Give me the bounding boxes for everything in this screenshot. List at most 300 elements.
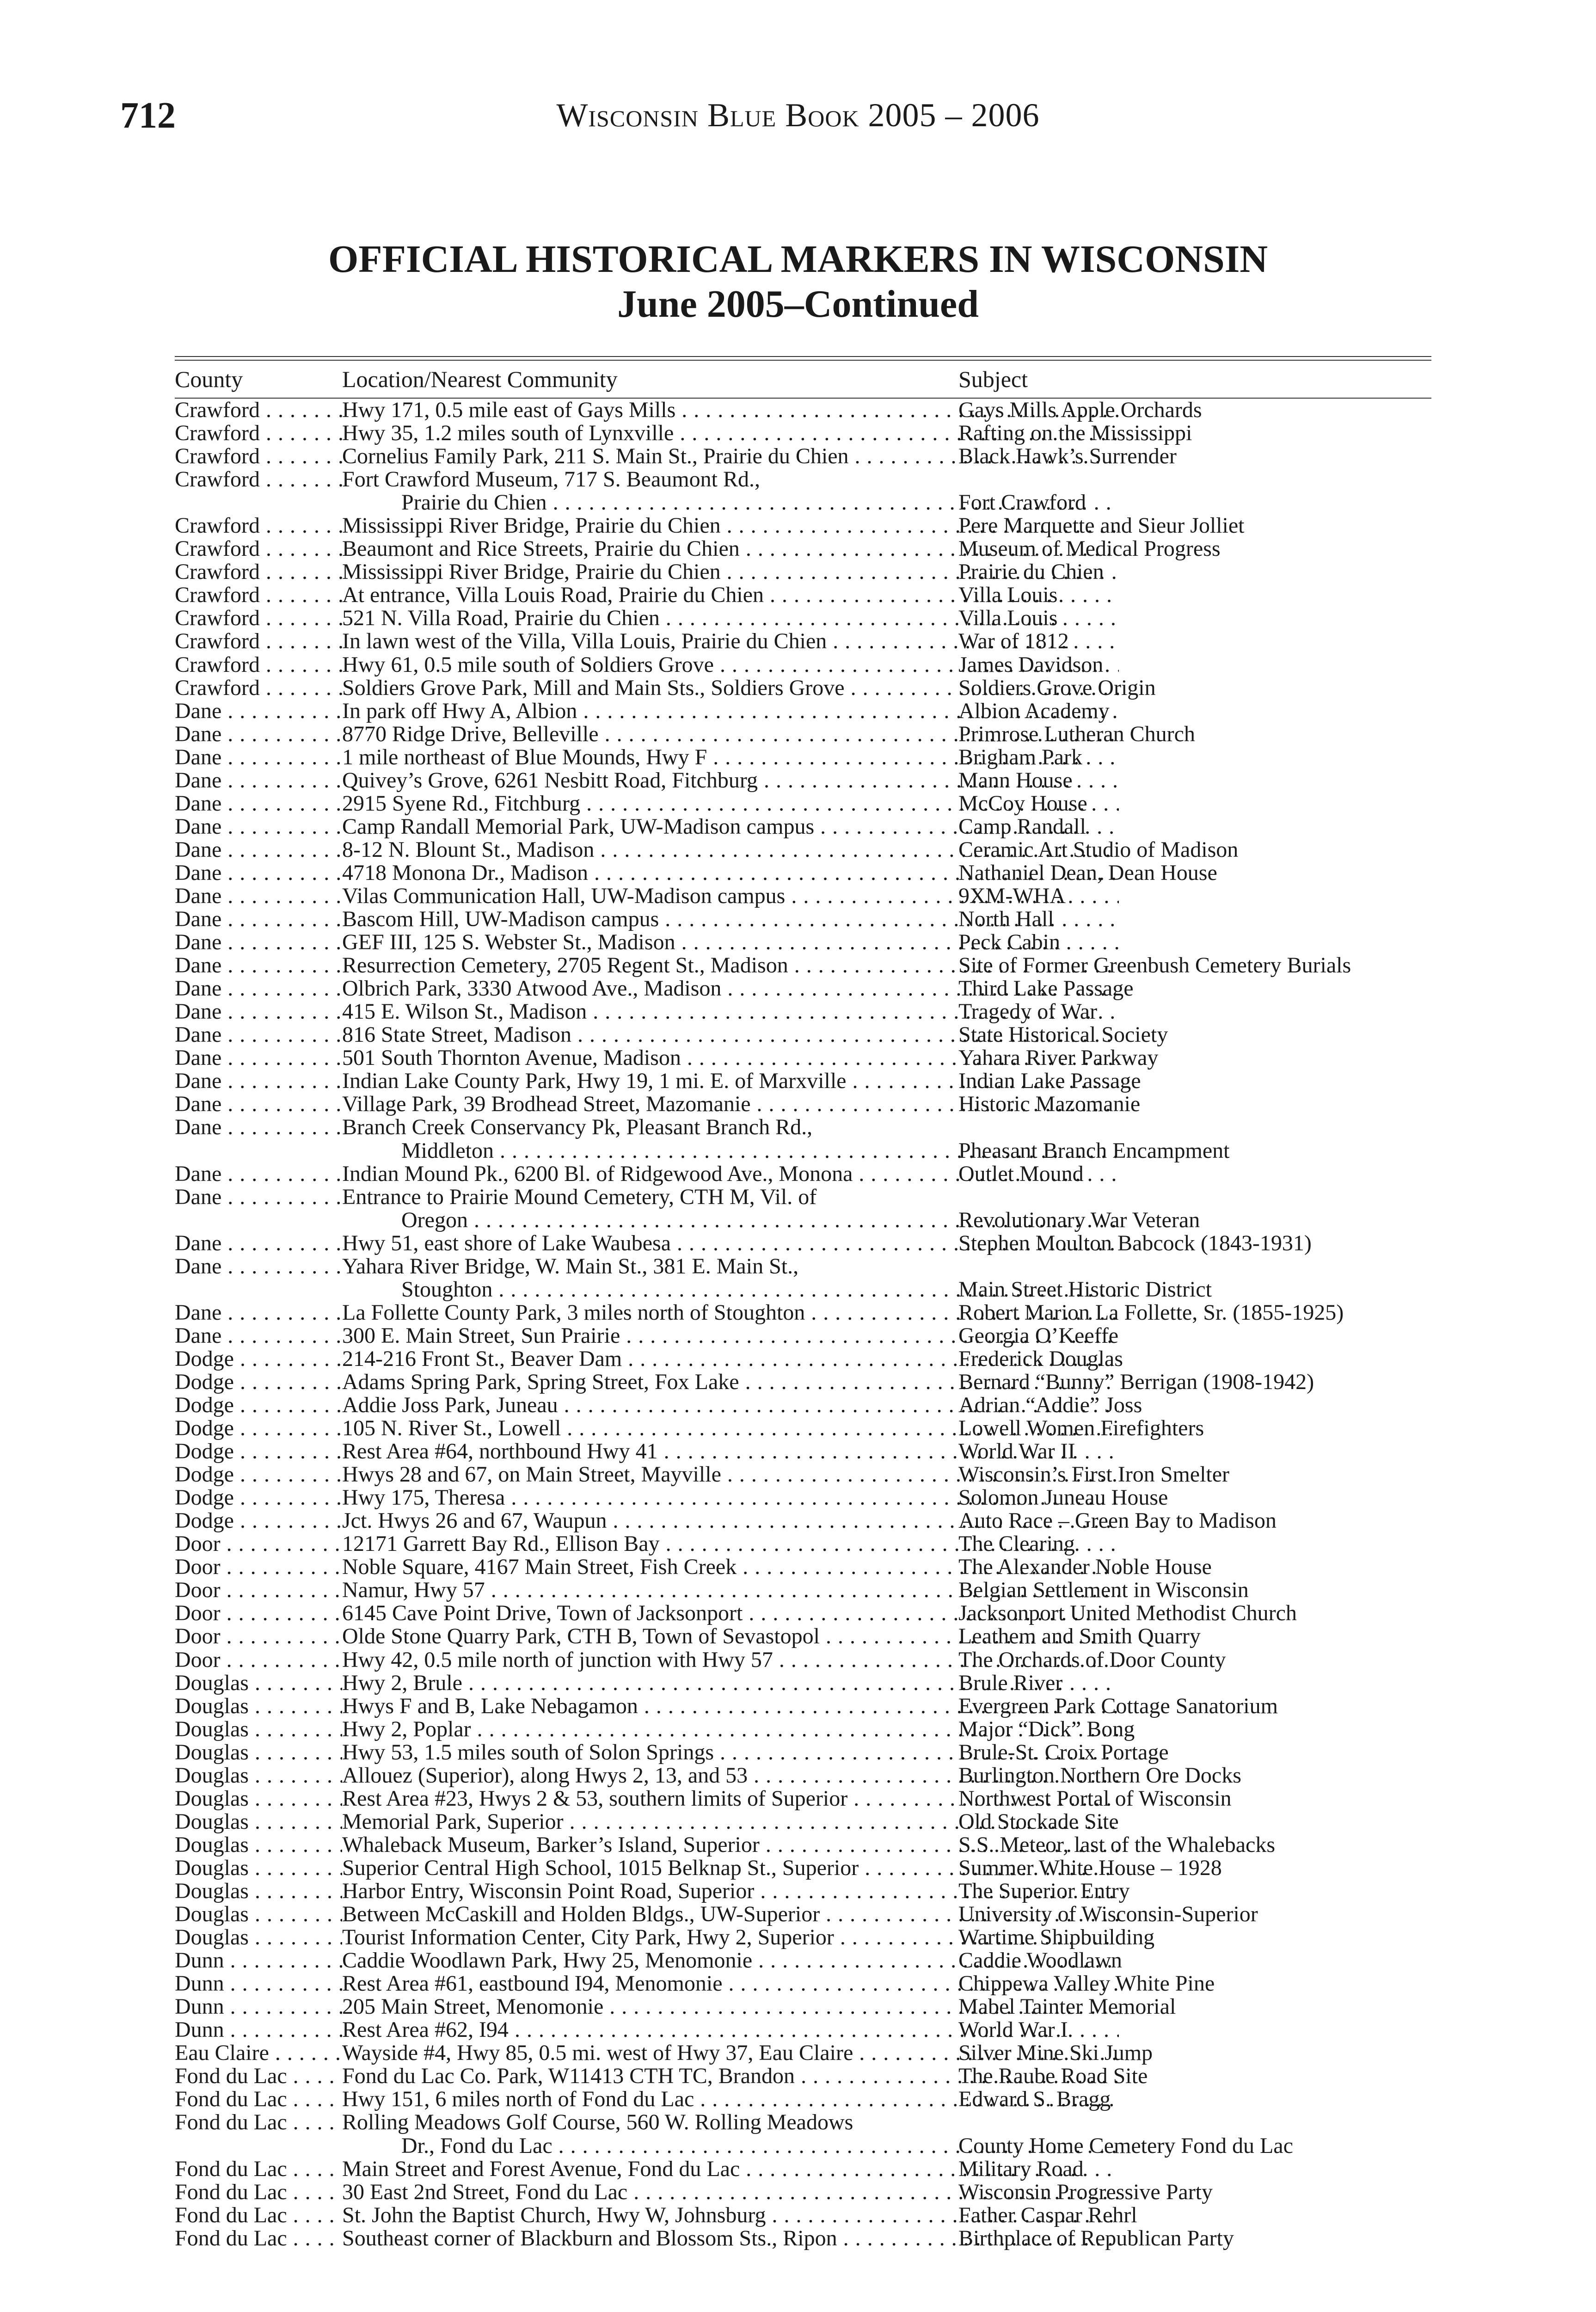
county-cell: Dane . . . [175, 1046, 342, 1070]
subject-cell: Birthplace of Republican Party [958, 2226, 1234, 2251]
table-row [175, 1903, 1431, 1926]
location-cell: La Follette County Park, 3 miles north of Stoughton . . . [342, 1301, 1119, 1324]
table-row [175, 1046, 1431, 1070]
table-row [175, 491, 1431, 514]
county-cell: Dane . . . [175, 1070, 342, 1093]
subject-cell: The Raube Road Site [958, 2064, 1148, 2089]
table-row [175, 977, 1431, 1000]
location-cell: Fond du Lac Co. Park, W11413 CTH TC, Brandon . . . [342, 2065, 1119, 2088]
table-row [175, 514, 1431, 537]
subject-cell: Silver Mine Ski Jump [958, 2041, 1153, 2066]
county-cell: Dane . . . [175, 908, 342, 931]
table-row [175, 1833, 1431, 1857]
subject-cell: Solomon Juneau House [958, 1485, 1168, 1510]
subject-cell: Indian Lake Passage [958, 1069, 1141, 1094]
location-cell: Soldiers Grove Park, Mill and Main Sts., Soldiers Grove . . . [342, 676, 1119, 700]
location-cell: 300 E. Main Street, Sun Prairie . . . [342, 1324, 1119, 1347]
subject-cell: Rafting on the Mississippi [958, 421, 1192, 446]
table-row [175, 1023, 1431, 1046]
table-row [175, 2204, 1431, 2227]
county-cell: Door . . . [175, 1648, 342, 1672]
location-cell: Hwy 42, 0.5 mile north of junction with Hwy 57 . . . [342, 1648, 1119, 1672]
county-cell: Douglas . . . [175, 1787, 342, 1810]
table-row [175, 2111, 1431, 2134]
subject-cell: Fort Crawford [958, 490, 1086, 515]
location-cell: 12171 Garrett Bay Rd., Ellison Bay . . . [342, 1532, 1119, 1556]
location-cell: Dr., Fond du Lac . . . [401, 2134, 1119, 2158]
location-cell: Addie Joss Park, Juneau . . . [342, 1394, 1119, 1417]
table-row [175, 1209, 1431, 1232]
county-cell: Crawford . . . [175, 514, 342, 537]
county-cell: Dane . . . [175, 1186, 342, 1209]
location-cell: Vilas Communication Hall, UW-Madison campus . . . [342, 885, 1119, 908]
county-cell: Douglas . . . [175, 1926, 342, 1949]
subject-cell: Wisconsin Progressive Party [958, 2179, 1213, 2204]
table-row [175, 1972, 1431, 1995]
table-row [175, 885, 1431, 908]
subject-cell: Summer White House – 1928 [958, 1855, 1222, 1880]
table-row [175, 1648, 1431, 1672]
subject-cell: Pere Marquette and Sieur Jolliet [958, 513, 1245, 538]
subject-cell: Gays Mills Apple Orchards [958, 398, 1202, 422]
county-cell: Fond du Lac . . . [175, 2111, 342, 2134]
county-cell: Dane . . . [175, 1255, 342, 1278]
location-cell: Mississippi River Bridge, Prairie du Chien . . . [342, 560, 1119, 584]
subject-cell: James Davidson [958, 652, 1104, 677]
table-row [175, 2181, 1431, 2204]
location-cell: Oregon . . . [401, 1209, 1119, 1232]
page-number: 712 [120, 95, 176, 136]
subject-cell: Brule River [958, 1670, 1063, 1695]
table-row [175, 1787, 1431, 1810]
county-cell: Dane . . . [175, 838, 342, 861]
location-cell: Main Street and Forest Avenue, Fond du Lac . . . [342, 2158, 1119, 2181]
county-cell: Douglas . . . [175, 1741, 342, 1764]
location-cell: Mississippi River Bridge, Prairie du Chien . . . [342, 514, 1119, 537]
subject-cell: The Alexander Noble House [958, 1555, 1212, 1580]
table-row [175, 630, 1431, 653]
location-cell: Olde Stone Quarry Park, CTH B, Town of Sevastopol . . . [342, 1625, 1119, 1648]
location-cell: Middleton . . . [401, 1139, 1119, 1162]
county-cell: Dane . . . [175, 1093, 342, 1116]
table-row [175, 445, 1431, 468]
table-row [175, 1278, 1431, 1301]
table-row [175, 1000, 1431, 1023]
location-cell: Tourist Information Center, City Park, Hwy 2, Superior . . . [342, 1926, 1119, 1949]
county-cell: Crawford . . . [175, 537, 342, 560]
county-cell: Dodge . . . [175, 1440, 342, 1463]
table-row [175, 2227, 1431, 2250]
subject-cell: Lowell Women Firefighters [958, 1416, 1204, 1441]
county-cell: Door . . . [175, 1625, 342, 1648]
county-cell: Dunn . . . [175, 1995, 342, 2018]
subject-cell: Adrian “Addie” Joss [958, 1393, 1142, 1418]
table-row [175, 1347, 1431, 1371]
location-cell: 4718 Monona Dr., Madison . . . [342, 861, 1119, 885]
county-cell: Douglas . . . [175, 1672, 342, 1695]
subject-cell: World War I [958, 2017, 1068, 2042]
county-cell: Door . . . [175, 1579, 342, 1602]
location-cell: Noble Square, 4167 Main Street, Fish Creek . . . [342, 1556, 1119, 1579]
county-cell: Dane . . . [175, 1116, 342, 1139]
table-row [175, 1810, 1431, 1833]
county-cell: Dodge . . . [175, 1417, 342, 1440]
location-cell: 214-216 Front St., Beaver Dam . . . [342, 1347, 1119, 1371]
location-cell: Bascom Hill, UW-Madison campus . . . [342, 908, 1119, 931]
location-cell: Harbor Entry, Wisconsin Point Road, Superior . . . [342, 1880, 1119, 1903]
county-cell: Fond du Lac . . . [175, 2088, 342, 2111]
county-cell: Door . . . [175, 1556, 342, 1579]
location-cell: Camp Randall Memorial Park, UW-Madison campus . . . [342, 815, 1119, 838]
location-cell: Namur, Hwy 57 . . . [342, 1579, 1119, 1602]
subject-cell: Nathaniel Dean, Dean House [958, 860, 1217, 885]
subject-cell: Auto Race – Green Bay to Madison [958, 1508, 1277, 1533]
location-cell: Rolling Meadows Golf Course, 560 W. Rolling Meadows [342, 2110, 853, 2135]
title-line-1: OFFICIAL HISTORICAL MARKERS IN WISCONSIN [328, 238, 1268, 281]
county-cell: Door . . . [175, 1602, 342, 1625]
table-row [175, 746, 1431, 769]
location-cell: 6145 Cave Point Drive, Town of Jacksonport . . . [342, 1602, 1119, 1625]
table-row [175, 1116, 1431, 1139]
county-cell: Douglas . . . [175, 1903, 342, 1926]
subject-cell: County Home Cemetery Fond du Lac [958, 2133, 1293, 2158]
location-cell: Prairie du Chien . . . [401, 491, 1119, 514]
table-row [175, 1440, 1431, 1463]
table-row [175, 1718, 1431, 1741]
location-cell: 8770 Ridge Drive, Belleville . . . [342, 723, 1119, 746]
subject-cell: Old Stockade Site [958, 1809, 1119, 1834]
table-row [175, 584, 1431, 607]
title-line-2: June 2005–Continued [617, 283, 979, 326]
county-cell: Douglas . . . [175, 1857, 342, 1880]
location-cell: 30 East 2nd Street, Fond du Lac . . . [342, 2181, 1119, 2204]
location-cell: Hwys F and B, Lake Nebagamon . . . [342, 1695, 1119, 1718]
location-cell: Village Park, 39 Brodhead Street, Mazomanie . . . [342, 1093, 1119, 1116]
location-cell: Hwy 2, Brule . . . [342, 1672, 1119, 1695]
county-cell: Douglas . . . [175, 1833, 342, 1857]
subject-cell: Mabel Tainter Memorial [958, 1994, 1176, 2019]
table-row [175, 723, 1431, 746]
subject-cell: Military Road [958, 2156, 1084, 2181]
location-cell: At entrance, Villa Louis Road, Prairie du Chien . . . [342, 584, 1119, 607]
location-cell: Cornelius Family Park, 211 S. Main St., Prairie du Chien . . . [342, 445, 1119, 468]
subject-cell: Chippewa Valley White Pine [958, 1971, 1215, 1996]
location-cell: Hwy 2, Poplar . . . [342, 1718, 1119, 1741]
county-cell: Crawford . . . [175, 584, 342, 607]
location-cell: Caddie Woodlawn Park, Hwy 25, Menomonie . . . [342, 1949, 1119, 1972]
location-cell: Hwy 171, 0.5 mile east of Gays Mills . . . [342, 399, 1119, 422]
location-cell: Wayside #4, Hwy 85, 0.5 mi. west of Hwy 37, Eau Claire . . . [342, 2041, 1119, 2065]
subject-cell: Frederick Douglas [958, 1346, 1123, 1371]
county-cell: Dane . . . [175, 1301, 342, 1324]
table-row [175, 861, 1431, 885]
table-row [175, 537, 1431, 560]
running-title: Wisconsin Blue Book 2005 – 2006 [556, 97, 1040, 134]
subject-cell: Father Caspar Rehrl [958, 2202, 1137, 2227]
table-row [175, 1672, 1431, 1695]
subject-cell: Belgian Settlement in Wisconsin [958, 1578, 1249, 1603]
location-cell: Superior Central High School, 1015 Belknap St., Superior . . . [342, 1857, 1119, 1880]
table-row [175, 422, 1431, 445]
subject-cell: Major “Dick” Bong [958, 1716, 1135, 1741]
table-row [175, 1093, 1431, 1116]
table-row [175, 1486, 1431, 1509]
county-cell: Dodge . . . [175, 1394, 342, 1417]
location-cell: GEF III, 125 S. Webster St., Madison . . . [342, 931, 1119, 954]
county-cell: Dane . . . [175, 700, 342, 723]
table-row [175, 954, 1431, 977]
subject-cell: Peck Cabin [958, 930, 1060, 955]
county-cell: Crawford . . . [175, 653, 342, 676]
table-row [175, 700, 1431, 723]
table-row [175, 1741, 1431, 1764]
county-cell: Dane . . . [175, 769, 342, 792]
table-row [175, 676, 1431, 700]
county-cell: Crawford . . . [175, 630, 342, 653]
location-cell: Beaumont and Rice Streets, Prairie du Chien . . . [342, 537, 1119, 560]
subject-cell: Site of Former Greenbush Cemetery Burials [958, 953, 1351, 978]
location-cell: Entrance to Prairie Mound Cemetery, CTH M, Vil. of [342, 1184, 817, 1209]
table-row [175, 1417, 1431, 1440]
county-cell: Dane . . . [175, 861, 342, 885]
county-cell: Fond du Lac . . . [175, 2227, 342, 2250]
table-row [175, 1556, 1431, 1579]
location-cell: Yahara River Bridge, W. Main St., 381 E. Main St., [342, 1254, 799, 1279]
county-cell: Eau Claire . . . [175, 2041, 342, 2065]
county-cell: Dane . . . [175, 746, 342, 769]
county-cell: Dane . . . [175, 815, 342, 838]
county-cell: Dodge . . . [175, 1371, 342, 1394]
subject-cell: McCoy House [958, 791, 1087, 816]
subject-cell: Northwest Portal of Wisconsin [958, 1786, 1232, 1811]
table-row [175, 1255, 1431, 1278]
county-cell: Douglas . . . [175, 1695, 342, 1718]
subject-cell: Black Hawk’s Surrender [958, 444, 1177, 469]
location-cell: Indian Mound Pk., 6200 Bl. of Ridgewood Ave., Monona . . . [342, 1162, 1119, 1186]
location-cell: Resurrection Cemetery, 2705 Regent St., Madison . . . [342, 954, 1119, 977]
subject-cell: Historic Mazomanie [958, 1092, 1141, 1117]
subject-cell: Jacksonport United Methodist Church [958, 1601, 1297, 1626]
location-cell: Hwy 53, 1.5 miles south of Solon Springs . . . [342, 1741, 1119, 1764]
location-cell: 8-12 N. Blount St., Madison . . . [342, 838, 1119, 861]
table-row [175, 1532, 1431, 1556]
table-row [175, 607, 1431, 630]
subject-cell: Mann House [958, 768, 1073, 793]
subject-cell: World War II [958, 1439, 1075, 1464]
subject-cell: The Clearing [958, 1531, 1075, 1556]
subject-cell: Main Street Historic District [958, 1277, 1212, 1302]
county-cell: Dane . . . [175, 954, 342, 977]
subject-cell: Tragedy of War [958, 999, 1098, 1024]
county-cell: Douglas . . . [175, 1880, 342, 1903]
table-row [175, 1625, 1431, 1648]
table-row [175, 1162, 1431, 1186]
subject-cell: Ceramic Art Studio of Madison [958, 837, 1239, 862]
table-row [175, 769, 1431, 792]
county-cell: Dane . . . [175, 792, 342, 815]
table-row [175, 1371, 1431, 1394]
subject-cell: Albion Academy [958, 698, 1110, 723]
location-cell: 1 mile northeast of Blue Mounds, Hwy F . . . [342, 746, 1119, 769]
column-header-location: Location/Nearest Community [342, 366, 618, 392]
subject-cell: The Orchards of Door County [958, 1647, 1226, 1672]
table-row [175, 399, 1431, 422]
table-row [175, 1301, 1431, 1324]
subject-cell: War of 1812 [958, 629, 1069, 654]
column-header-subject: Subject [958, 366, 1028, 392]
location-cell: Quivey’s Grove, 6261 Nesbitt Road, Fitchburg . . . [342, 769, 1119, 792]
subject-cell: Third Lake Passage [958, 976, 1134, 1001]
table-row [175, 792, 1431, 815]
table-row [175, 1857, 1431, 1880]
table-row [175, 2088, 1431, 2111]
county-cell: Dunn . . . [175, 1972, 342, 1995]
county-cell: Dane . . . [175, 977, 342, 1000]
table-row [175, 1394, 1431, 1417]
county-cell: Door . . . [175, 1532, 342, 1556]
location-cell: Rest Area #61, eastbound I94, Menomonie . . . [342, 1972, 1119, 1995]
county-cell: Crawford . . . [175, 607, 342, 630]
table-row [175, 838, 1431, 861]
subject-cell: North Hall [958, 907, 1054, 932]
subject-cell: Robert Marion La Follette, Sr. (1855-1925) [958, 1300, 1344, 1325]
table-top-rule [175, 356, 1431, 361]
subject-cell: Villa Louis [958, 583, 1058, 608]
table-row [175, 908, 1431, 931]
location-cell: In park off Hwy A, Albion . . . [342, 700, 1119, 723]
table-row [175, 2134, 1431, 2158]
location-cell: Southeast corner of Blackburn and Blossom Sts., Ripon . . . [342, 2227, 1119, 2250]
table-row [175, 931, 1431, 954]
location-cell: St. John the Baptist Church, Hwy W, Johnsburg . . . [342, 2204, 1119, 2227]
subject-cell: Wisconsin’s First Iron Smelter [958, 1462, 1230, 1487]
table-row [175, 1509, 1431, 1532]
subject-cell: Brule-St. Croix Portage [958, 1740, 1169, 1765]
county-cell: Crawford . . . [175, 560, 342, 584]
table-row [175, 1764, 1431, 1787]
location-cell: Allouez (Superior), along Hwys 2, 13, and 53 . . . [342, 1764, 1119, 1787]
table-row [175, 1695, 1431, 1718]
table-row [175, 1139, 1431, 1162]
county-cell: Dodge . . . [175, 1463, 342, 1486]
subject-cell: Burlington Northern Ore Docks [958, 1763, 1241, 1788]
location-cell: Memorial Park, Superior . . . [342, 1810, 1119, 1833]
subject-cell: Evergreen Park Cottage Sanatorium [958, 1693, 1278, 1718]
subject-cell: The Superior Entry [958, 1879, 1130, 1903]
location-cell: 816 State Street, Madison . . . [342, 1023, 1119, 1046]
county-cell: Dane . . . [175, 931, 342, 954]
county-cell: Dane . . . [175, 1232, 342, 1255]
county-cell: Dodge . . . [175, 1347, 342, 1371]
location-cell: Indian Lake County Park, Hwy 19, 1 mi. E. of Marxville . . . [342, 1070, 1119, 1093]
location-cell: Hwy 51, east shore of Lake Waubesa . . . [342, 1232, 1119, 1255]
location-cell: Fort Crawford Museum, 717 S. Beaumont Rd., [342, 467, 760, 492]
location-cell: 521 N. Villa Road, Prairie du Chien . . . [342, 607, 1119, 630]
county-cell: Fond du Lac . . . [175, 2158, 342, 2181]
subject-cell: University of Wisconsin-Superior [958, 1902, 1258, 1927]
table-row [175, 2041, 1431, 2065]
location-cell: Hwy 151, 6 miles north of Fond du Lac . . . [342, 2088, 1119, 2111]
location-cell: 2915 Syene Rd., Fitchburg . . . [342, 792, 1119, 815]
location-cell: 415 E. Wilson St., Madison . . . [342, 1000, 1119, 1023]
county-cell: Dane . . . [175, 1000, 342, 1023]
location-cell: Adams Spring Park, Spring Street, Fox Lake . . . [342, 1371, 1119, 1394]
county-cell: Dodge . . . [175, 1509, 342, 1532]
county-cell: Crawford . . . [175, 399, 342, 422]
table-row [175, 1949, 1431, 1972]
subject-cell: Edward S. Bragg [958, 2087, 1111, 2112]
county-cell: Fond du Lac . . . [175, 2065, 342, 2088]
subject-cell: Pheasant Branch Encampment [958, 1138, 1230, 1163]
table-row [175, 1602, 1431, 1625]
column-header-county: County [175, 366, 243, 392]
county-cell: Crawford . . . [175, 676, 342, 700]
county-cell: Fond du Lac . . . [175, 2204, 342, 2227]
subject-cell: Revolutionary War Veteran [958, 1207, 1200, 1232]
county-cell: Dane . . . [175, 885, 342, 908]
table-row [175, 2065, 1431, 2088]
location-cell: 501 South Thornton Avenue, Madison . . . [342, 1046, 1119, 1070]
markers-table [175, 399, 1431, 2250]
table-row [175, 1186, 1431, 1209]
subject-cell: Outlet Mound [958, 1161, 1084, 1186]
location-cell: Hwy 175, Theresa . . . [342, 1486, 1119, 1509]
subject-cell: Bernard “Bunny” Berrigan (1908-1942) [958, 1369, 1314, 1394]
subject-cell: Wartime Shipbuilding [958, 1925, 1155, 1950]
location-cell: Hwys 28 and 67, on Main Street, Mayville . . . [342, 1463, 1119, 1486]
subject-cell: Caddie Woodlawn [958, 1948, 1122, 1973]
location-cell: 105 N. River St., Lowell . . . [342, 1417, 1119, 1440]
county-cell: Dane . . . [175, 1023, 342, 1046]
subject-cell: Museum of Medical Progress [958, 536, 1221, 561]
county-cell: Dane . . . [175, 723, 342, 746]
table-row [175, 2158, 1431, 2181]
table-row [175, 815, 1431, 838]
location-cell: Rest Area #62, I94 . . . [342, 2018, 1119, 2041]
county-cell: Crawford . . . [175, 468, 342, 491]
table-row [175, 1579, 1431, 1602]
subject-cell: S.S. Meteor, last of the Whalebacks [958, 1832, 1276, 1857]
location-cell: Rest Area #23, Hwys 2 & 53, southern limits of Superior . . . [342, 1787, 1119, 1810]
subject-cell: Leathem and Smith Quarry [958, 1624, 1201, 1649]
location-cell: In lawn west of the Villa, Villa Louis, Prairie du Chien . . . [342, 630, 1119, 653]
location-cell: Olbrich Park, 3330 Atwood Ave., Madison . . . [342, 977, 1119, 1000]
subject-cell: Yahara River Parkway [958, 1045, 1159, 1070]
subject-cell: Georgia O’Keeffe [958, 1323, 1119, 1348]
subject-cell: Prairie du Chien [958, 560, 1104, 584]
county-cell: Dunn . . . [175, 2018, 342, 2041]
table-row [175, 1880, 1431, 1903]
county-cell: Dane . . . [175, 1324, 342, 1347]
table-row [175, 468, 1431, 491]
subject-cell: 9XM-WHA [958, 883, 1066, 908]
county-cell: Dane . . . [175, 1162, 342, 1186]
county-cell: Douglas . . . [175, 1764, 342, 1787]
location-cell: Branch Creek Conservancy Pk, Pleasant Branch Rd., [342, 1115, 813, 1140]
location-cell: 205 Main Street, Menomonie . . . [342, 1995, 1119, 2018]
location-cell: Jct. Hwys 26 and 67, Waupun . . . [342, 1509, 1119, 1532]
subject-cell: Camp Randall [958, 814, 1086, 839]
county-cell: Douglas . . . [175, 1810, 342, 1833]
subject-cell: Brigham Park [958, 744, 1082, 769]
location-cell: Between McCaskill and Holden Bldgs., UW-Superior . . . [342, 1903, 1119, 1926]
location-cell: Stoughton . . . [401, 1278, 1119, 1301]
location-cell: Hwy 35, 1.2 miles south of Lynxville . . . [342, 422, 1119, 445]
table-row [175, 1324, 1431, 1347]
table-row [175, 653, 1431, 676]
subject-cell: State Historical Society [958, 1022, 1168, 1047]
county-cell: Dunn . . . [175, 1949, 342, 1972]
